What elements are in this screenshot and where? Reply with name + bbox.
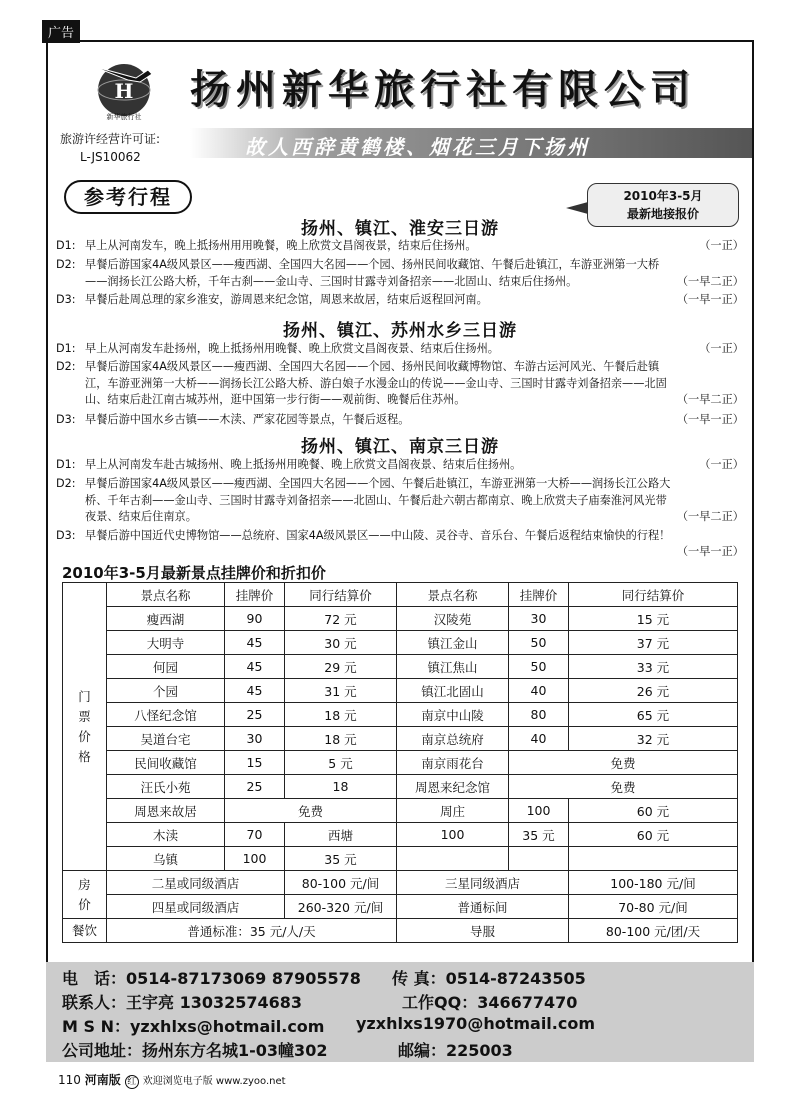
- day-label: D3:: [56, 413, 76, 426]
- table-header: 挂牌价: [509, 583, 569, 607]
- bubble-line1: 2010年3-5月: [623, 189, 703, 203]
- route-title: 扬州、镇江、南京三日游: [301, 437, 499, 457]
- route-day: [56, 238, 746, 255]
- slogan: 故人西辞黄鹤楼、烟花三月下扬州: [245, 135, 590, 159]
- route-day: [56, 412, 746, 429]
- day-label: D1:: [56, 458, 76, 471]
- table-row: 餐饮 普通标准：35 元/人/天 导服 80-100 元/团/天: [63, 919, 738, 943]
- msn-value-1: yzxhlxs@hotmail.com: [129, 1017, 325, 1036]
- contact-phone-line: [62, 966, 586, 989]
- person-label: 联系人：: [62, 993, 127, 1012]
- msn-value-2: yzxhlxs1970@hotmail.com: [356, 1014, 596, 1033]
- route-day: [56, 341, 746, 358]
- address-label: 公司地址：: [62, 1041, 143, 1060]
- footer-note: 欢迎浏览电子版 www.zyoo.net: [142, 1076, 286, 1087]
- table-row: 何园 45 29 元 镇江焦山 50 33 元: [63, 655, 738, 679]
- day-label: D2:: [56, 360, 76, 373]
- route-title: 扬州、镇江、淮安三日游: [301, 219, 499, 239]
- day-label: D2:: [56, 258, 76, 271]
- route-day: [56, 457, 746, 474]
- meal-tag: （一早二正）: [676, 510, 744, 523]
- table-row: 木渎 70 西塘 100 35 元 60 元: [63, 823, 738, 847]
- table-row: 八怪纪念馆 25 18 元 南京中山陵 80 65 元: [63, 703, 738, 727]
- day-text: 早餐后游中国水乡古镇——木渎、严家花园等景点，午餐后返程。: [85, 413, 410, 426]
- day-text: 早餐后游国家4A级风景区——瘦西湖、全国四大名园——个园、午餐后赴镇江，车游亚洲第一大桥——润扬长江公路大桥、千年古刹——金山寺、三国时甘露寺刘备招亲——北固山、午餐后赴六朝古都南京、晚上欣赏夫子庙秦淮河风光带夜景、结束后住南京。: [85, 477, 671, 523]
- qq-line: 工作QQ：346677470: [402, 993, 578, 1012]
- table-row: 周恩来故居 免费 周庄 100 60 元: [63, 799, 738, 823]
- day-text: 早上从河南发车赴扬州，晚上抵扬州用晚餐、晚上欣赏文昌阁夜景、结束后住扬州。: [85, 342, 499, 355]
- route-day: [56, 528, 746, 561]
- day-text: 早上从河南发车赴古城扬州、晚上抵扬州用晚餐、晚上欣赏文昌阁夜景、结束后住扬州。: [85, 458, 522, 471]
- person-value: 王宇亮 13032574683: [126, 993, 303, 1012]
- fax-line: 传 真：0514-87243505: [392, 969, 586, 988]
- meal-tag: （一早一正）: [676, 413, 744, 426]
- table-header: 景点名称: [107, 583, 225, 607]
- edition-badge-icon: 红: [125, 1075, 139, 1089]
- contact-msn-line: [62, 1014, 596, 1037]
- route-day: [56, 359, 746, 409]
- meal-tag: （一早一正）: [676, 293, 744, 306]
- license-label: 旅游许经营许可证:: [60, 132, 161, 146]
- day-label: D3:: [56, 529, 76, 542]
- price-table-title: 2010年3-5月最新景点挂牌价和折扣价: [62, 564, 326, 582]
- route-day: [56, 292, 746, 309]
- meal-tag: （一早二正）: [676, 274, 744, 288]
- day-label: D1:: [56, 239, 76, 252]
- day-label: D2:: [56, 477, 76, 490]
- table-header-row: [63, 583, 738, 607]
- logo-text: 新华旅行社: [106, 113, 142, 120]
- meal-tag: （一早二正）: [676, 393, 744, 406]
- phone-label: 电 话：: [62, 969, 127, 988]
- meal-tag: （一早一正）: [676, 545, 744, 558]
- contact-address-line: [62, 1038, 513, 1061]
- ticket-side-label: 门票价格: [63, 583, 107, 871]
- address-value: 扬州东方名城1-03幢302: [142, 1041, 328, 1060]
- page-footer: [58, 1071, 286, 1089]
- logo-letter: H: [114, 79, 134, 103]
- page-number: 110: [58, 1073, 81, 1087]
- day-text: 早餐后赴周总理的家乡淮安，游周恩来纪念馆，周恩来故居，结束后返程回河南。: [85, 293, 488, 306]
- meal-tag: （一正）: [699, 239, 744, 252]
- table-header: 同行结算价: [569, 583, 738, 607]
- meal-side-label: 餐饮: [63, 919, 107, 943]
- day-text: 早餐后游国家4A级风景区——瘦西湖、全国四大名园——个园、扬州民间收藏博物馆、车游古运河风光、午餐后赴镇江，车游亚洲第一大桥——润扬长江公路大桥、游白娘子水漫金山的传说——金山寺、三国时甘露寺刘备招亲——北固山、结束后赴江南古城苏州，逛中国第一步行街——观前街、晚餐后住苏州。: [85, 360, 667, 406]
- zip-line: 邮编：225003: [398, 1041, 513, 1060]
- meal-tag: （一正）: [699, 458, 744, 471]
- table-row: 瘦西湖 90 72 元 汉陵苑 30 15 元: [63, 607, 738, 631]
- route-day: [56, 257, 746, 290]
- table-header: 同行结算价: [285, 583, 397, 607]
- table-row: 大明寺 45 30 元 镇江金山 50 37 元: [63, 631, 738, 655]
- bubble-line2: 最新地接报价: [626, 207, 699, 221]
- msn-label: M S N：: [62, 1017, 130, 1036]
- ad-tag: 广告: [42, 20, 80, 43]
- contact-person-line: [62, 990, 578, 1013]
- day-label: D3:: [56, 293, 76, 306]
- license-number: L-JS10062: [80, 150, 141, 164]
- table-row: 吴道台宅 30 18 元 南京总统府 40 32 元: [63, 727, 738, 751]
- route-day: [56, 476, 746, 526]
- company-logo: [88, 56, 158, 120]
- table-header: 挂牌价: [225, 583, 285, 607]
- phone-value: 0514-87173069 87905578: [126, 969, 361, 988]
- table-row: 个园 45 31 元 镇江北固山 40 26 元: [63, 679, 738, 703]
- day-label: D1:: [56, 342, 76, 355]
- route-title: 扬州、镇江、苏州水乡三日游: [283, 321, 517, 341]
- license-block: [60, 130, 160, 166]
- hotel-side-label: 房价: [63, 871, 107, 919]
- table-header: 景点名称: [397, 583, 509, 607]
- itinerary-heading: 参考行程: [64, 180, 192, 214]
- table-row: 民间收藏馆 15 5 元 南京雨花台 免费: [63, 751, 738, 775]
- company-name: 扬州新华旅行社有限公司: [190, 66, 696, 113]
- price-table: [62, 582, 738, 943]
- table-row: 四星或同级酒店 260-320 元/间 普通标间 70-80 元/间: [63, 895, 738, 919]
- day-text: 早餐后游国家4A级风景区——瘦西湖、全国四大名园——个园、扬州民间收藏馆、午餐后赴镇江，车游亚洲第一大桥——润扬长江公路大桥，千年古刹——金山寺、三国时甘露寺刘备招亲——北固山、结束后住扬州。: [85, 258, 660, 288]
- meal-tag: （一正）: [699, 342, 744, 355]
- edition: 河南版: [84, 1073, 121, 1087]
- day-text: 早餐后游中国近代史博物馆——总统府、国家4A级风景区——中山陵、灵谷寺、音乐台、午餐后返程结束愉快的行程！: [85, 529, 671, 542]
- day-text: 早上从河南发车，晚上抵扬州用用晚餐，晚上欣赏文昌阁夜景，结束后住扬州。: [85, 239, 477, 252]
- table-row: 乌镇 100 35 元: [63, 847, 738, 871]
- table-row: 房价 二星或同级酒店 80-100 元/间 三星同级酒店 100-180 元/间: [63, 871, 738, 895]
- table-row: 汪氏小苑 25 18 周恩来纪念馆 免费: [63, 775, 738, 799]
